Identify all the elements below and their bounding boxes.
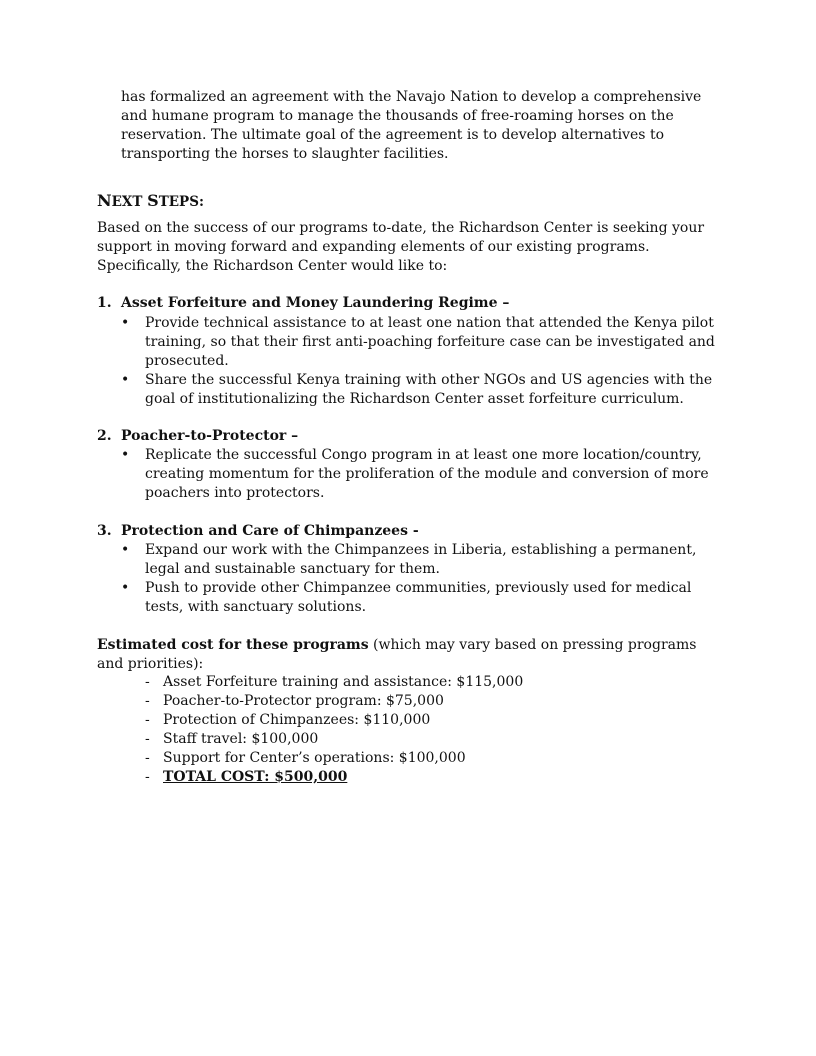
list-item: - Staff travel: $100,000 (145, 731, 319, 747)
list-item: • Push to provide other Chimpanzee communities, previously used for medical tests, with sanctuary solutions. (121, 580, 692, 615)
next-steps-heading: NEXT STEPS: (97, 191, 204, 210)
total-cost-item: - TOTAL COST: $500,000 (145, 769, 348, 785)
list-item: • Expand our work with the Chimpanzees in Liberia, establishing a permanent, legal and sustainable sanctuary for them. (121, 542, 697, 577)
program-1-title: 1. Asset Forfeiture and Money Laundering Regime – (97, 295, 510, 311)
intro-paragraph: has formalized an agreement with the Navajo Nation to develop a comprehensive and humane program to manage the thousands of free-roaming horses on the reservation. The ultimate goal of the agreement is to develop alternatives to transporting the horses to slaughter facilities. (121, 89, 702, 162)
total-cost: TOTAL COST: $500,000 (163, 769, 348, 785)
next-steps-intro: Based on the success of our programs to-date, the Richardson Center is seeking your support in moving forward and expanding elements of our existing programs. Specifically, the Richardson Center would like to: (97, 220, 705, 274)
list-item: • Replicate the successful Congo program in at least one more location/country, creating momentum for the proliferation of the module and conversion of more poachers into protectors. (121, 447, 709, 501)
list-item: - Asset Forfeiture training and assistance: $115,000 (145, 674, 524, 690)
program-2-title: 2. Poacher-to-Protector – (97, 428, 299, 444)
list-item: - Protection of Chimpanzees: $110,000 (145, 712, 431, 728)
list-item: • Provide technical assistance to at least one nation that attended the Kenya pilot training, so that their first anti-poaching forfeiture case can be investigated and prosecuted. (121, 315, 715, 369)
estimated-cost-title: Estimated cost for these programs (which may vary based on pressing programs and priorities): (97, 637, 697, 672)
program-3-bullets (121, 541, 721, 617)
list-item: • Share the successful Kenya training with other NGOs and US agencies with the goal of institutionalizing the Richardson Center asset forfeiture curriculum. (121, 372, 713, 407)
list-item: - Support for Center’s operations: $100,000 (145, 750, 466, 766)
cost-list (145, 673, 523, 787)
list-item: - Poacher-to-Protector program: $75,000 (145, 693, 444, 709)
program-3-title: 3. Protection and Care of Chimpanzees - (97, 523, 419, 539)
program-2-bullets (121, 446, 721, 503)
program-1-bullets (121, 314, 721, 409)
